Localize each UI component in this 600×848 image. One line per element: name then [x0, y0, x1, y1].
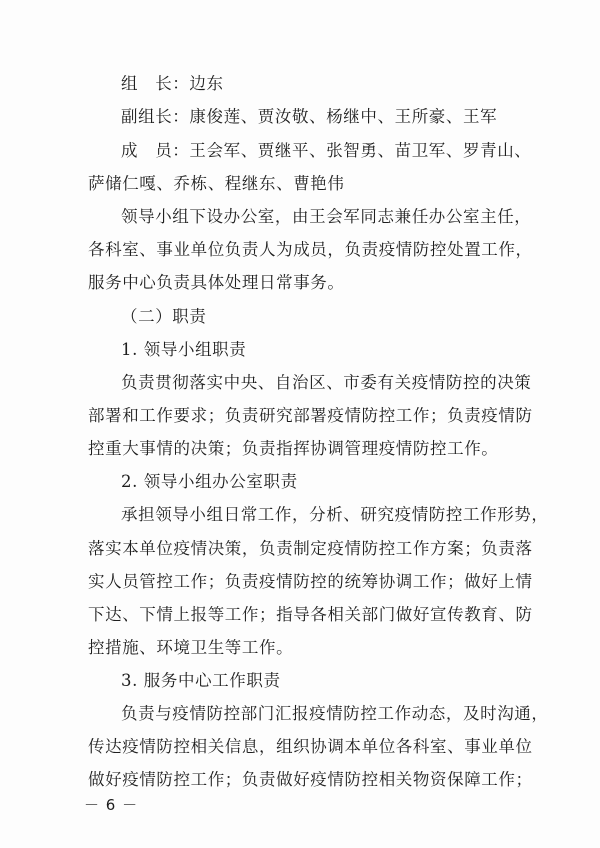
- member-line: [121, 140, 531, 162]
- member-value-line2: 萨储仁嘎、乔栋、程继东、曹艳伟: [88, 174, 345, 193]
- member-label: 成 员：: [121, 141, 190, 160]
- duty2-line4: 下达、下情上报等工作；指导各相关部门做好宣传教育、防: [88, 605, 533, 624]
- duty3-line2: 传达疫情防控相关信息，组织协调本单位各科室、事业单位: [88, 737, 533, 756]
- duty1-heading: 1. 领导小组职责: [121, 340, 247, 359]
- deputy-line: [121, 106, 497, 128]
- deputy-value: 康俊莲、贾汝敬、杨继中、王所豪、王军: [189, 107, 498, 126]
- leader-line: [121, 73, 224, 95]
- page-number: － 6 －: [84, 796, 139, 814]
- deputy-label: 副组长：: [121, 107, 190, 126]
- duty2-line1: 承担领导小组日常工作，分析、研究疫情防控工作形势，: [121, 505, 549, 524]
- leader-value: 边东: [189, 74, 224, 93]
- member-value-line1: 王会军、贾继平、张智勇、苗卫军、罗青山、: [189, 141, 532, 160]
- duty3-line1: 负责与疫情防控部门汇报疫情防控工作动态，及时沟通，: [121, 704, 549, 723]
- section-title: （二）职责: [121, 307, 207, 326]
- office-line3: 服务中心负责具体处理日常事务。: [88, 273, 345, 292]
- duty2-line3: 实人员管控工作；负责疫情防控的统筹协调工作；做好上情: [88, 572, 533, 591]
- duty3-line3: 做好疫情防控工作；负责做好疫情防控相关物资保障工作；: [88, 770, 533, 789]
- duty3-heading: 3. 服务中心工作职责: [121, 671, 281, 690]
- duty1-line2: 部署和工作要求；负责研究部署疫情防控工作；负责疫情防: [88, 406, 533, 425]
- leader-label: 组 长：: [121, 74, 190, 93]
- duty1-line3: 控重大事情的决策；负责指挥协调管理疫情防控工作。: [88, 439, 499, 458]
- duty2-heading: 2. 领导小组办公室职责: [121, 472, 298, 491]
- office-line2: 各科室、事业单位负责人为成员，负责疫情防控处置工作，: [88, 240, 533, 259]
- office-line1: 领导小组下设办公室，由王会军同志兼任办公室主任，: [121, 207, 532, 226]
- duty2-line2: 落实本单位疫情决策，负责制定疫情防控工作方案；负责落: [88, 539, 533, 558]
- duty2-line5: 控措施、环境卫生等工作。: [88, 638, 294, 657]
- duty1-line1: 负责贯彻落实中央、自治区、市委有关疫情防控的决策: [121, 373, 532, 392]
